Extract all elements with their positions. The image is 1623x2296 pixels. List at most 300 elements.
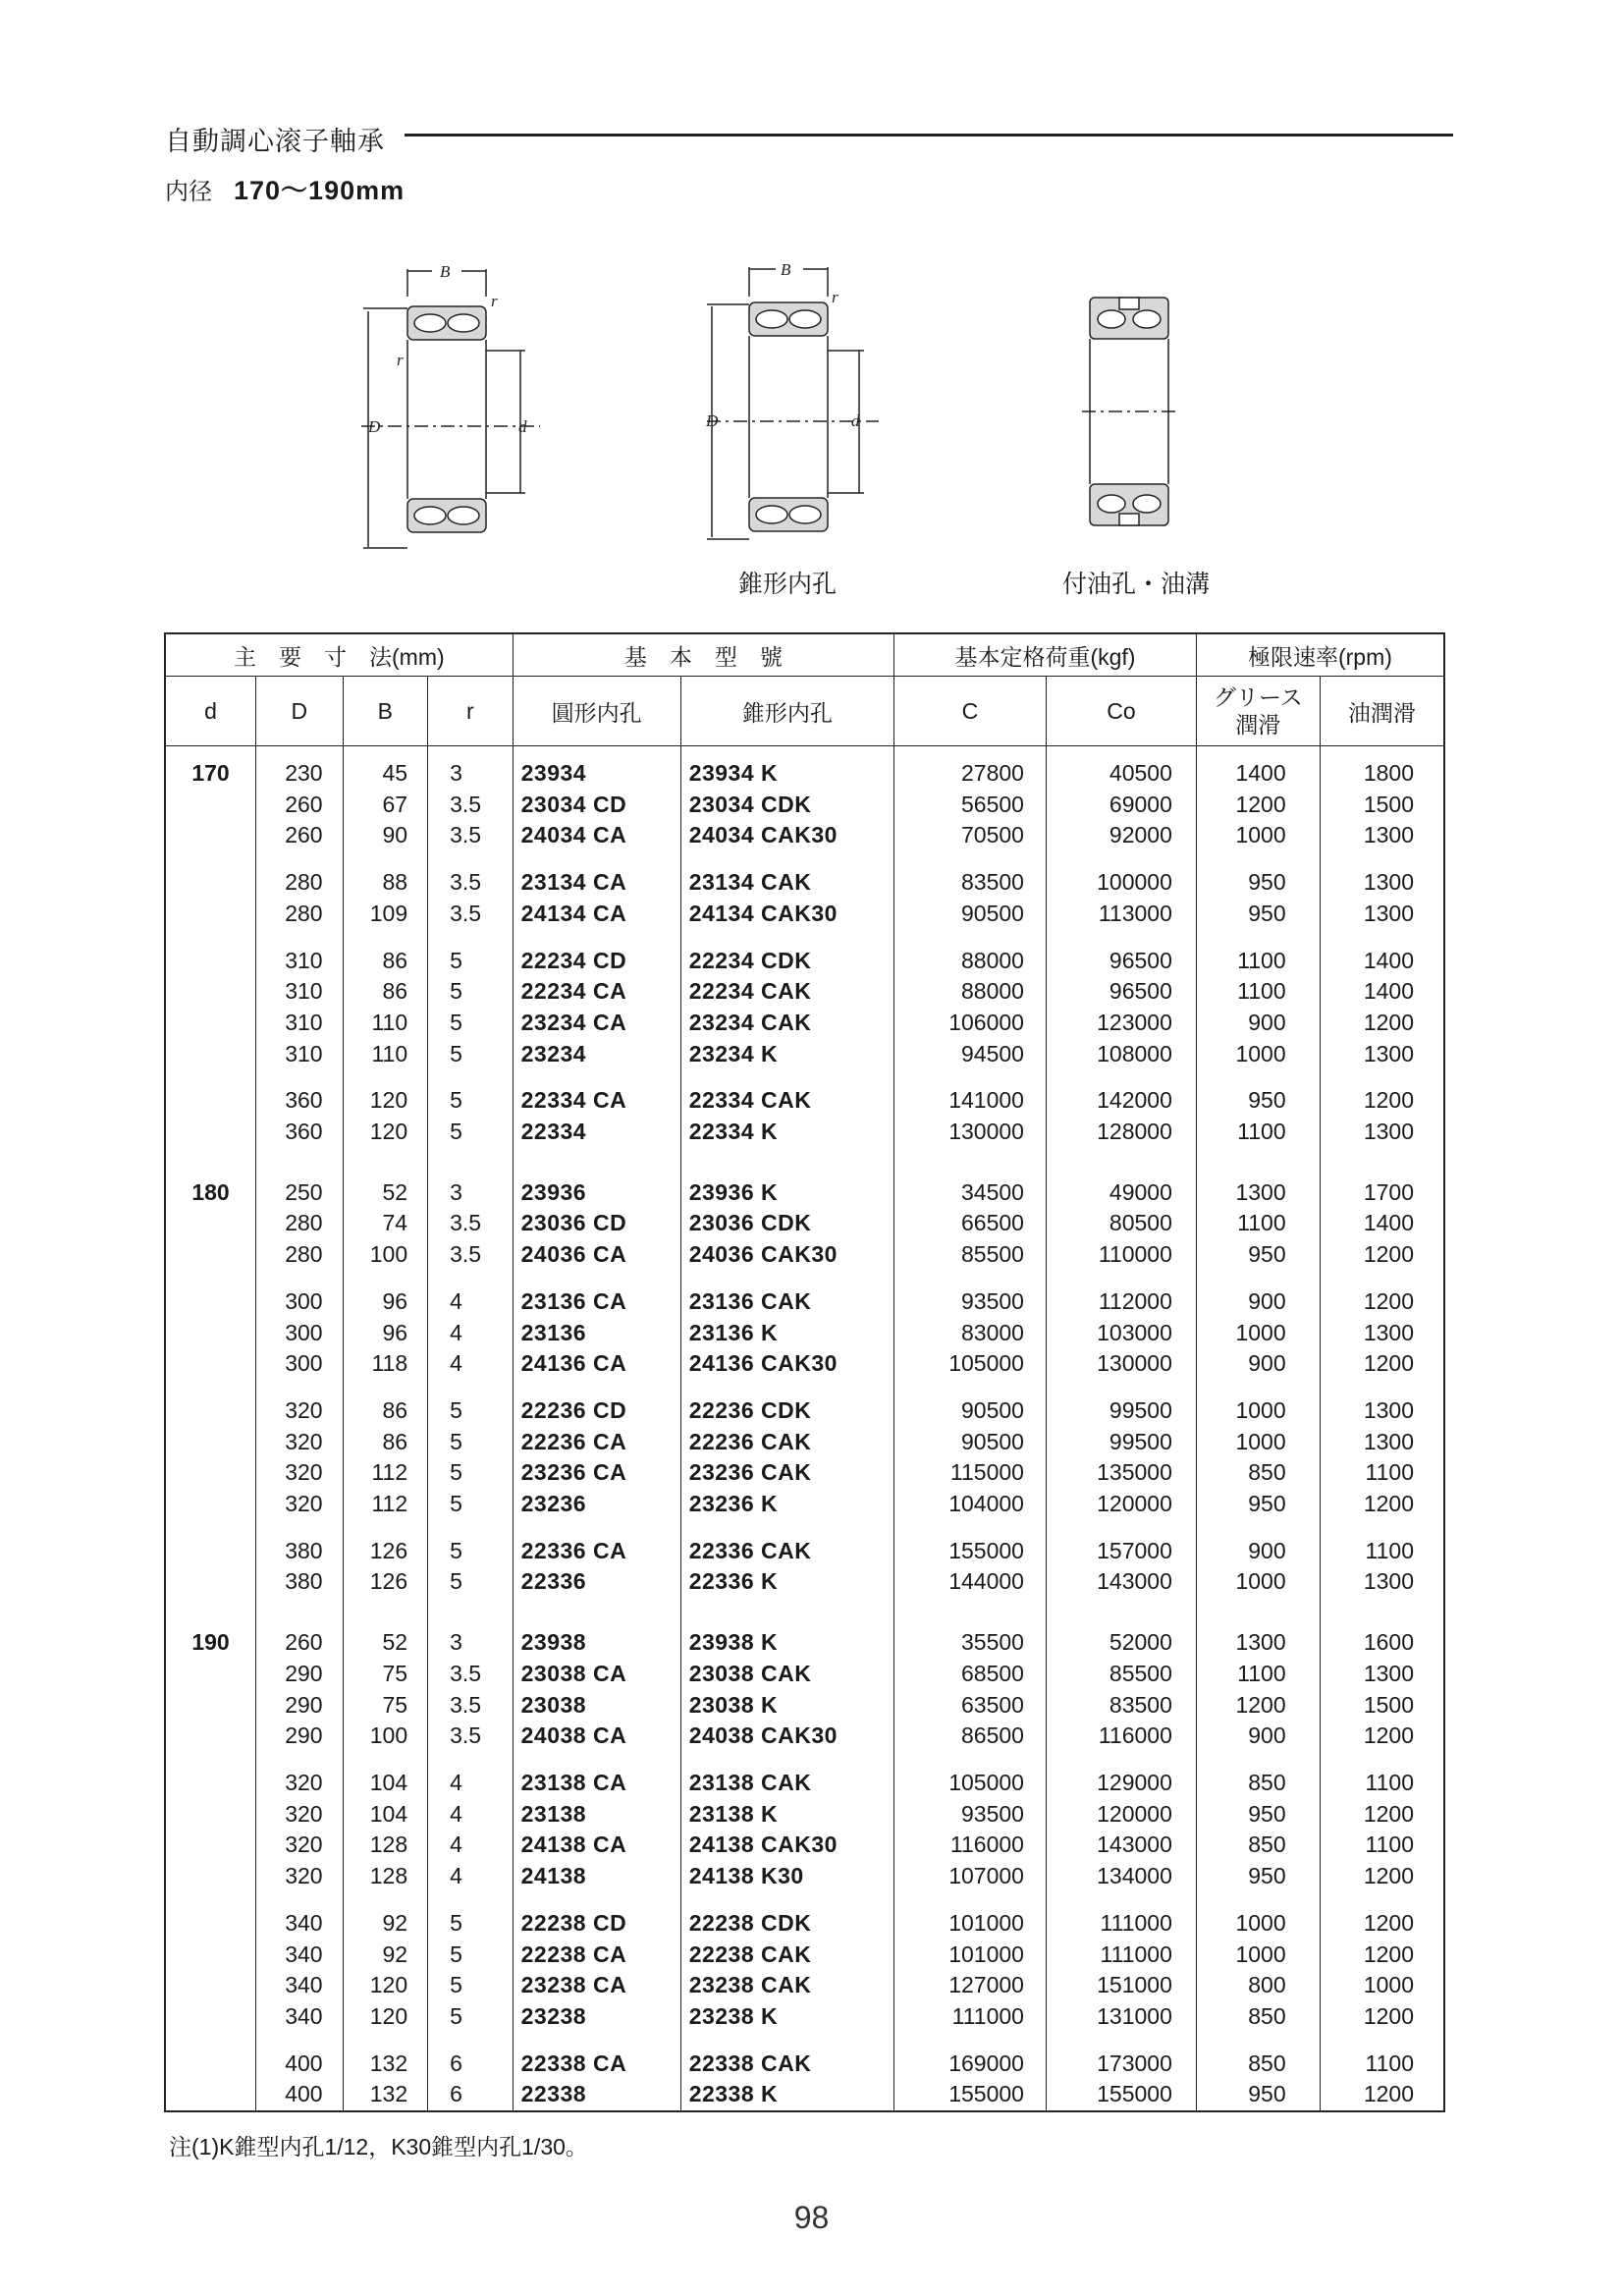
cell-grease-speed: 900: [1196, 1008, 1320, 1039]
cell-grease-speed: 850: [1196, 1830, 1320, 1861]
fig1-r2-label: r: [397, 351, 404, 369]
cell-r: 5: [428, 1536, 514, 1567]
cell-B: 92: [343, 1940, 428, 1971]
cell-r: 6: [428, 2079, 514, 2111]
cell-D: 290: [256, 1659, 344, 1690]
cell-oil-speed: 1300: [1320, 1117, 1444, 1148]
cell-D: 360: [256, 1085, 344, 1117]
cell-cylindrical-code: 23236: [513, 1489, 680, 1520]
cell-C: 141000: [894, 1085, 1047, 1117]
cell-r: 4: [428, 1768, 514, 1799]
cell-D: 300: [256, 1348, 344, 1380]
cell-cylindrical-code: 22234 CD: [513, 946, 680, 977]
cell-grease-speed: 850: [1196, 2001, 1320, 2033]
cell-tapered-code: 23238 K: [680, 2001, 893, 2033]
cell-C: 115000: [894, 1457, 1047, 1489]
cell-grease-speed: 800: [1196, 1970, 1320, 2001]
table-row: [165, 1348, 1444, 1380]
cell-D: 340: [256, 2001, 344, 2033]
cell-r: 4: [428, 1318, 514, 1349]
cell-B: 100: [343, 1721, 428, 1752]
cell-B: 110: [343, 1039, 428, 1070]
cell-r: 4: [428, 1348, 514, 1380]
cell-oil-speed: 1200: [1320, 1489, 1444, 1520]
cell-D: 340: [256, 1908, 344, 1940]
cell-B: 109: [343, 899, 428, 930]
cell-r: 5: [428, 1457, 514, 1489]
cell-D: 320: [256, 1457, 344, 1489]
cell-Co: 135000: [1046, 1457, 1196, 1489]
header-dimensions: 主 要 寸 法(mm): [165, 633, 513, 677]
cell-C: 155000: [894, 1536, 1047, 1567]
cell-tapered-code: 23936 K: [680, 1177, 893, 1209]
cell-D: 340: [256, 1940, 344, 1971]
cell-oil-speed: 1200: [1320, 1085, 1444, 1117]
cell-grease-speed: 1000: [1196, 1318, 1320, 1349]
cell-r: 5: [428, 1085, 514, 1117]
cell-Co: 151000: [1046, 1970, 1196, 2001]
cell-Co: 83500: [1046, 1690, 1196, 1722]
cell-tapered-code: 23938 K: [680, 1627, 893, 1659]
cell-D: 260: [256, 790, 344, 821]
cell-D: 310: [256, 976, 344, 1008]
cell-B: 126: [343, 1566, 428, 1598]
cell-grease-speed: 1000: [1196, 1940, 1320, 1971]
cell-D: 320: [256, 1427, 344, 1458]
cell-Co: 120000: [1046, 1489, 1196, 1520]
cell-C: 68500: [894, 1659, 1047, 1690]
cell-oil-speed: 1500: [1320, 790, 1444, 821]
fig2-r-label: r: [832, 288, 839, 306]
row-spacer: [165, 930, 1444, 946]
cell-tapered-code: 22238 CDK: [680, 1908, 893, 1940]
cell-D: 400: [256, 2079, 344, 2111]
cell-C: 104000: [894, 1489, 1047, 1520]
cell-tapered-code: 22236 CDK: [680, 1395, 893, 1427]
cell-tapered-code: 24136 CAK30: [680, 1348, 893, 1380]
cell-B: 67: [343, 790, 428, 821]
cell-Co: 128000: [1046, 1117, 1196, 1148]
cell-cylindrical-code: 23938: [513, 1627, 680, 1659]
row-spacer: [165, 2033, 1444, 2049]
cell-grease-speed: 900: [1196, 1721, 1320, 1752]
cell-grease-speed: 900: [1196, 1536, 1320, 1567]
bore-range: 170～190mm: [234, 176, 406, 205]
cell-tapered-code: 22336 CAK: [680, 1536, 893, 1567]
table-row: [165, 746, 1444, 790]
table-row: [165, 1830, 1444, 1861]
cell-d: [165, 1008, 256, 1039]
cell-d: [165, 2079, 256, 2111]
cell-C: 83500: [894, 867, 1047, 899]
cell-B: 104: [343, 1768, 428, 1799]
cell-Co: 155000: [1046, 2079, 1196, 2111]
cell-oil-speed: 1200: [1320, 1908, 1444, 1940]
cell-r: 3.5: [428, 1239, 514, 1271]
cell-cylindrical-code: 23234: [513, 1039, 680, 1070]
cell-D: 280: [256, 1208, 344, 1239]
cell-cylindrical-code: 24138 CA: [513, 1830, 680, 1861]
cell-D: 290: [256, 1690, 344, 1722]
cell-oil-speed: 1500: [1320, 1690, 1444, 1722]
cell-B: 120: [343, 1085, 428, 1117]
cell-C: 88000: [894, 946, 1047, 977]
cell-tapered-code: 22334 K: [680, 1117, 893, 1148]
cell-tapered-code: 22234 CDK: [680, 946, 893, 977]
cell-d: [165, 1768, 256, 1799]
cell-Co: 92000: [1046, 820, 1196, 851]
cell-D: 260: [256, 1627, 344, 1659]
cell-Co: 143000: [1046, 1830, 1196, 1861]
cell-tapered-code: 24038 CAK30: [680, 1721, 893, 1752]
cell-Co: 134000: [1046, 1861, 1196, 1892]
cell-tapered-code: 23236 K: [680, 1489, 893, 1520]
cell-cylindrical-code: 24034 CA: [513, 820, 680, 851]
cell-d: [165, 2049, 256, 2080]
cell-D: 300: [256, 1286, 344, 1318]
cell-D: 230: [256, 746, 344, 790]
table-row: [165, 1659, 1444, 1690]
cell-D: 280: [256, 1239, 344, 1271]
cell-d: [165, 2001, 256, 2033]
fig3-caption: 付油孔・油溝: [1062, 571, 1211, 598]
cell-grease-speed: 1200: [1196, 790, 1320, 821]
cell-B: 120: [343, 2001, 428, 2033]
cell-B: 86: [343, 946, 428, 977]
cell-B: 112: [343, 1457, 428, 1489]
cell-tapered-code: 22238 CAK: [680, 1940, 893, 1971]
table-row: [165, 1085, 1444, 1117]
cell-oil-speed: 1800: [1320, 746, 1444, 790]
cell-r: 5: [428, 1489, 514, 1520]
cell-tapered-code: 24138 K30: [680, 1861, 893, 1892]
cell-tapered-code: 24036 CAK30: [680, 1239, 893, 1271]
fig2-caption: 錐形内孔: [738, 571, 838, 598]
cell-D: 320: [256, 1799, 344, 1831]
cell-cylindrical-code: 24136 CA: [513, 1348, 680, 1380]
cell-d: [165, 1457, 256, 1489]
cell-tapered-code: 23234 CAK: [680, 1008, 893, 1039]
cell-oil-speed: 1300: [1320, 1566, 1444, 1598]
cell-grease-speed: 950: [1196, 2079, 1320, 2111]
table-row: [165, 1799, 1444, 1831]
table-row: [165, 1690, 1444, 1722]
cell-oil-speed: 1200: [1320, 1286, 1444, 1318]
cell-C: 27800: [894, 746, 1047, 790]
cell-B: 118: [343, 1348, 428, 1380]
cell-C: 93500: [894, 1286, 1047, 1318]
cell-d: [165, 1970, 256, 2001]
cell-grease-speed: 1000: [1196, 820, 1320, 851]
bore-range-line: [165, 169, 405, 207]
row-spacer: [165, 851, 1444, 867]
cell-B: 90: [343, 820, 428, 851]
cell-tapered-code: 23138 CAK: [680, 1768, 893, 1799]
cell-D: 320: [256, 1861, 344, 1892]
row-spacer: [165, 1752, 1444, 1768]
cell-C: 63500: [894, 1690, 1047, 1722]
cell-oil-speed: 1200: [1320, 1348, 1444, 1380]
cell-tapered-code: 22236 CAK: [680, 1427, 893, 1458]
cell-d: [165, 1489, 256, 1520]
table-row: [165, 1008, 1444, 1039]
cell-grease-speed: 1000: [1196, 1039, 1320, 1070]
cell-Co: 100000: [1046, 867, 1196, 899]
table-row: [165, 1177, 1444, 1209]
cell-r: 5: [428, 1427, 514, 1458]
cell-grease-speed: 1000: [1196, 1427, 1320, 1458]
cell-cylindrical-code: 22334 CA: [513, 1085, 680, 1117]
cell-d: [165, 1690, 256, 1722]
cell-B: 110: [343, 1008, 428, 1039]
cell-tapered-code: 23238 CAK: [680, 1970, 893, 2001]
cell-oil-speed: 1100: [1320, 1830, 1444, 1861]
cell-d: [165, 820, 256, 851]
cell-oil-speed: 1300: [1320, 1427, 1444, 1458]
cell-oil-speed: 1300: [1320, 1318, 1444, 1349]
cell-oil-speed: 1300: [1320, 1395, 1444, 1427]
table-row: [165, 2049, 1444, 2080]
cell-cylindrical-code: 23138: [513, 1799, 680, 1831]
cell-tapered-code: 22338 K: [680, 2079, 893, 2111]
cell-oil-speed: 1200: [1320, 1861, 1444, 1892]
table-row: [165, 1427, 1444, 1458]
row-spacer: [165, 1380, 1444, 1395]
header-designation: 基 本 型 號: [513, 633, 893, 677]
cell-r: 4: [428, 1861, 514, 1892]
col-tapered-bore: 錐形内孔: [680, 677, 893, 746]
row-spacer: [165, 1069, 1444, 1085]
table-row: [165, 1117, 1444, 1148]
table-row: [165, 1457, 1444, 1489]
cell-Co: 130000: [1046, 1348, 1196, 1380]
table-row: [165, 1489, 1444, 1520]
cell-r: 3.5: [428, 899, 514, 930]
cell-B: 120: [343, 1970, 428, 2001]
cell-grease-speed: 950: [1196, 867, 1320, 899]
cell-Co: 99500: [1046, 1395, 1196, 1427]
cell-r: 4: [428, 1286, 514, 1318]
col-oil: 油潤滑: [1320, 677, 1444, 746]
cell-oil-speed: 1300: [1320, 1039, 1444, 1070]
cell-oil-speed: 1400: [1320, 1208, 1444, 1239]
cell-Co: 111000: [1046, 1908, 1196, 1940]
cell-tapered-code: 24134 CAK30: [680, 899, 893, 930]
header-load-rating: 基本定格荷重(kgf): [894, 633, 1197, 677]
cell-d: [165, 1940, 256, 1971]
cell-Co: 131000: [1046, 2001, 1196, 2033]
table-row: [165, 1286, 1444, 1318]
cell-tapered-code: 23136 K: [680, 1318, 893, 1349]
cell-cylindrical-code: 23038 CA: [513, 1659, 680, 1690]
cell-B: 128: [343, 1830, 428, 1861]
cell-C: 116000: [894, 1830, 1047, 1861]
cell-D: 290: [256, 1721, 344, 1752]
cell-C: 83000: [894, 1318, 1047, 1349]
cell-oil-speed: 1300: [1320, 820, 1444, 851]
cell-grease-speed: 1100: [1196, 976, 1320, 1008]
cell-C: 111000: [894, 2001, 1047, 2033]
col-B: B: [343, 677, 428, 746]
cell-d: 180: [165, 1177, 256, 1209]
cell-C: 127000: [894, 1970, 1047, 2001]
table-row: [165, 820, 1444, 851]
cell-B: 74: [343, 1208, 428, 1239]
fig2-d-label: d: [851, 411, 860, 430]
cell-B: 86: [343, 1395, 428, 1427]
cell-tapered-code: 23934 K: [680, 746, 893, 790]
cell-C: 85500: [894, 1239, 1047, 1271]
cell-oil-speed: 1200: [1320, 2079, 1444, 2111]
cell-D: 380: [256, 1566, 344, 1598]
cell-r: 5: [428, 1117, 514, 1148]
cell-r: 6: [428, 2049, 514, 2080]
cell-grease-speed: 1100: [1196, 1117, 1320, 1148]
cell-C: 88000: [894, 976, 1047, 1008]
cell-cylindrical-code: 23236 CA: [513, 1457, 680, 1489]
cell-D: 360: [256, 1117, 344, 1148]
cell-D: 400: [256, 2049, 344, 2080]
col-r: r: [428, 677, 514, 746]
cell-D: 310: [256, 1039, 344, 1070]
cell-grease-speed: 1000: [1196, 1566, 1320, 1598]
table-row: [165, 899, 1444, 930]
col-D: D: [256, 677, 344, 746]
cell-d: [165, 1348, 256, 1380]
cell-C: 93500: [894, 1799, 1047, 1831]
cell-Co: 80500: [1046, 1208, 1196, 1239]
cell-cylindrical-code: 22334: [513, 1117, 680, 1148]
cell-C: 34500: [894, 1177, 1047, 1209]
cell-D: 320: [256, 1395, 344, 1427]
cell-B: 112: [343, 1489, 428, 1520]
cell-d: [165, 1427, 256, 1458]
cell-r: 5: [428, 946, 514, 977]
cell-cylindrical-code: 23136: [513, 1318, 680, 1349]
cell-Co: 116000: [1046, 1721, 1196, 1752]
bearing-diagram-tapered: [702, 257, 898, 552]
table-row: [165, 1039, 1444, 1070]
cell-C: 90500: [894, 899, 1047, 930]
cell-d: [165, 1830, 256, 1861]
cell-tapered-code: 23234 K: [680, 1039, 893, 1070]
cell-d: [165, 1659, 256, 1690]
cell-D: 250: [256, 1177, 344, 1209]
cell-r: 3: [428, 746, 514, 790]
cell-C: 35500: [894, 1627, 1047, 1659]
cell-oil-speed: 1300: [1320, 1659, 1444, 1690]
table-row: [165, 1566, 1444, 1598]
cell-B: 75: [343, 1690, 428, 1722]
cell-d: [165, 1085, 256, 1117]
cell-r: 3.5: [428, 1659, 514, 1690]
cell-d: [165, 1799, 256, 1831]
cell-grease-speed: 950: [1196, 899, 1320, 930]
cell-cylindrical-code: 22336 CA: [513, 1536, 680, 1567]
cell-r: 4: [428, 1830, 514, 1861]
cell-cylindrical-code: 24036 CA: [513, 1239, 680, 1271]
table-row: [165, 1940, 1444, 1971]
cell-Co: 112000: [1046, 1286, 1196, 1318]
cell-oil-speed: 1200: [1320, 2001, 1444, 2033]
cell-tapered-code: 24138 CAK30: [680, 1830, 893, 1861]
cell-B: 52: [343, 1177, 428, 1209]
cell-cylindrical-code: 22238 CA: [513, 1940, 680, 1971]
cell-D: 320: [256, 1489, 344, 1520]
bore-label: 内径: [165, 179, 212, 205]
fig2-B-label: B: [781, 260, 791, 279]
fig1-d-label: d: [518, 417, 527, 436]
cell-d: [165, 1721, 256, 1752]
cell-Co: 108000: [1046, 1039, 1196, 1070]
cell-r: 3.5: [428, 1721, 514, 1752]
cell-grease-speed: 900: [1196, 1348, 1320, 1380]
cell-grease-speed: 1000: [1196, 1908, 1320, 1940]
cell-r: 3: [428, 1177, 514, 1209]
cell-oil-speed: 1100: [1320, 1457, 1444, 1489]
cell-C: 105000: [894, 1348, 1047, 1380]
cell-cylindrical-code: 23036 CD: [513, 1208, 680, 1239]
cell-cylindrical-code: 23138 CA: [513, 1768, 680, 1799]
cell-D: 310: [256, 1008, 344, 1039]
cell-Co: 111000: [1046, 1940, 1196, 1971]
table-row: [165, 2001, 1444, 2033]
fig1-B-label: B: [440, 262, 451, 281]
cell-tapered-code: 24034 CAK30: [680, 820, 893, 851]
cell-cylindrical-code: 23934: [513, 746, 680, 790]
col-d: d: [165, 677, 256, 746]
cell-C: 101000: [894, 1908, 1047, 1940]
cell-cylindrical-code: 22236 CD: [513, 1395, 680, 1427]
cell-d: [165, 976, 256, 1008]
cell-d: [165, 1536, 256, 1567]
bearing-spec-table: [164, 632, 1445, 2112]
cell-d: [165, 790, 256, 821]
cell-d: [165, 1566, 256, 1598]
cell-cylindrical-code: 23136 CA: [513, 1286, 680, 1318]
cell-Co: 85500: [1046, 1659, 1196, 1690]
table-row: [165, 1908, 1444, 1940]
cell-grease-speed: 1200: [1196, 1690, 1320, 1722]
cell-r: 4: [428, 1799, 514, 1831]
cell-B: 128: [343, 1861, 428, 1892]
cell-cylindrical-code: 22234 CA: [513, 976, 680, 1008]
section-title: 自動調心滚子軸承: [165, 127, 385, 156]
title-rule: [405, 134, 1453, 137]
table-row: [165, 1721, 1444, 1752]
cell-oil-speed: 1700: [1320, 1177, 1444, 1209]
cell-C: 56500: [894, 790, 1047, 821]
cell-B: 75: [343, 1659, 428, 1690]
row-spacer: [165, 1148, 1444, 1177]
cell-d: [165, 867, 256, 899]
cell-B: 100: [343, 1239, 428, 1271]
cell-tapered-code: 22338 CAK: [680, 2049, 893, 2080]
row-spacer: [165, 1598, 1444, 1627]
cell-C: 90500: [894, 1395, 1047, 1427]
cell-r: 5: [428, 1039, 514, 1070]
cell-D: 280: [256, 899, 344, 930]
cell-oil-speed: 1600: [1320, 1627, 1444, 1659]
row-spacer: [165, 1271, 1444, 1286]
cell-B: 92: [343, 1908, 428, 1940]
cell-Co: 40500: [1046, 746, 1196, 790]
cell-C: 101000: [894, 1940, 1047, 1971]
cell-grease-speed: 1100: [1196, 1659, 1320, 1690]
cell-grease-speed: 950: [1196, 1799, 1320, 1831]
cell-cylindrical-code: 22238 CD: [513, 1908, 680, 1940]
cell-C: 144000: [894, 1566, 1047, 1598]
